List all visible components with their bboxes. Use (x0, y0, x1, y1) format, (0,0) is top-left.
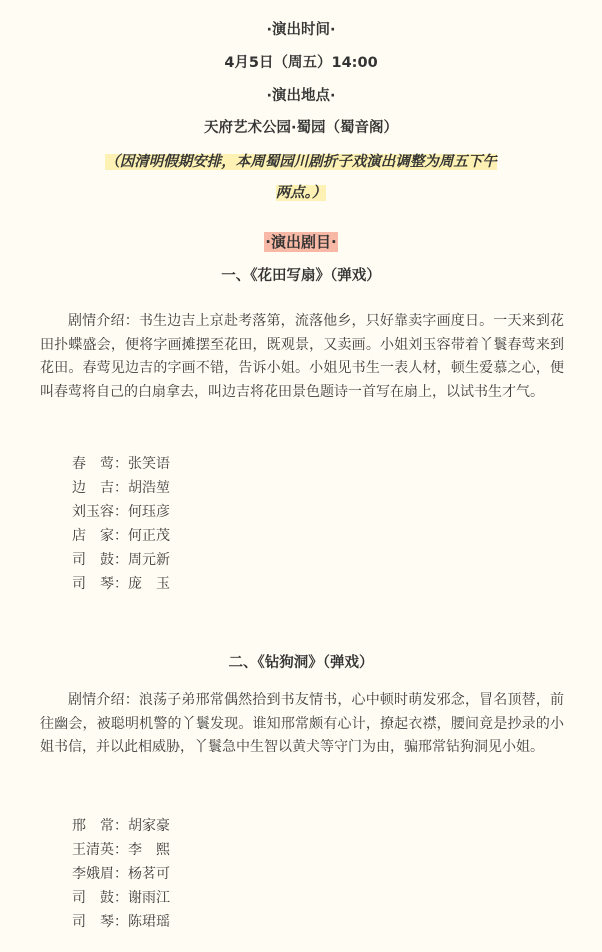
cast-row (72, 452, 170, 476)
play2-synopsis: 剧情介绍：浪荡子弟邢常偶然拾到书友情书，心中顿时萌发邪念，冒名顶替，前往幽会，被聪明机警的丫鬟发现。谁知邢常颇有心计，撩起衣襟，腰间竟是抄录的小姐书信，并以此相威胁，丫鬟急中生智以黄犬等守门为由，骗邢常钻狗洞见小姐。 (40, 692, 564, 755)
cast-actor: 张笑语 (128, 456, 170, 472)
program-heading-wrap (0, 231, 602, 252)
cast-actor: 庞 玉 (128, 576, 170, 592)
cast-actor: 陈珺瑶 (128, 914, 170, 930)
notice-line-1: （因清明假期安排，本周蜀园川剧折子戏演出调整为周五下午 (105, 154, 497, 170)
cast-row (72, 910, 170, 934)
cast-actor: 胡家豪 (128, 818, 170, 834)
notice-line-2: 两点。） (275, 185, 327, 201)
cast-role: 司 鼓： (72, 890, 128, 906)
cast-actor: 李 熙 (128, 842, 170, 858)
cast-role: 刘玉容： (72, 504, 128, 520)
cast-row (72, 814, 170, 838)
cast-role: 店 家： (72, 528, 128, 544)
cast-actor: 周元新 (128, 552, 170, 568)
cast-row (72, 548, 170, 572)
cast-role: 边 吉： (72, 480, 128, 496)
play1-cast-list (72, 452, 170, 596)
cast-row (72, 476, 170, 500)
cast-role: 李娥眉： (72, 866, 128, 882)
cast-role: 邢 常： (72, 818, 128, 834)
play2-cast-list (72, 814, 170, 934)
cast-actor: 谢雨江 (128, 890, 170, 906)
cast-role: 司 鼓： (72, 552, 128, 568)
schedule-notice (55, 147, 547, 209)
cast-actor: 杨茗可 (128, 866, 170, 882)
cast-actor: 何珏彦 (128, 504, 170, 520)
program-heading: ·演出剧目· (265, 233, 337, 251)
play2-title: 二、《钻狗洞》（弹戏） (228, 655, 374, 671)
cast-role: 王清英： (72, 842, 128, 858)
cast-row (72, 886, 170, 910)
time-value: 4月5日（周五）14:00 (224, 55, 378, 71)
cast-role: 春 莺： (72, 456, 128, 472)
cast-row (72, 862, 170, 886)
venue-heading: ·演出地点· (266, 88, 336, 104)
cast-row (72, 500, 170, 524)
cast-row (72, 838, 170, 862)
cast-actor: 胡浩堃 (128, 480, 170, 496)
play1-synopsis: 剧情介绍：书生边吉上京赴考落第，流落他乡，只好靠卖字画度日。一天来到花田扑蝶盛会，便将字画摊摆至花田，既观景，又卖画。小姐刘玉容带着丫鬟春莺来到花田。春莺见边吉的字画不错，告诉小姐。小姐见书生一表人材，顿生爱慕之心，便叫春莺将自己的白扇拿去，叫边吉将花田景色题诗一首写在扇上，以试书生才气。 (40, 313, 564, 400)
time-heading: ·演出时间· (266, 22, 336, 38)
cast-role: 司 琴： (72, 914, 128, 930)
play1-title: 一、《花田写扇》（弹戏） (221, 268, 381, 284)
cast-actor: 何正茂 (128, 528, 170, 544)
cast-row (72, 524, 170, 548)
venue-value: 天府艺术公园·蜀园（蜀音阁） (203, 120, 398, 136)
cast-role: 司 琴： (72, 576, 128, 592)
cast-row (72, 572, 170, 596)
